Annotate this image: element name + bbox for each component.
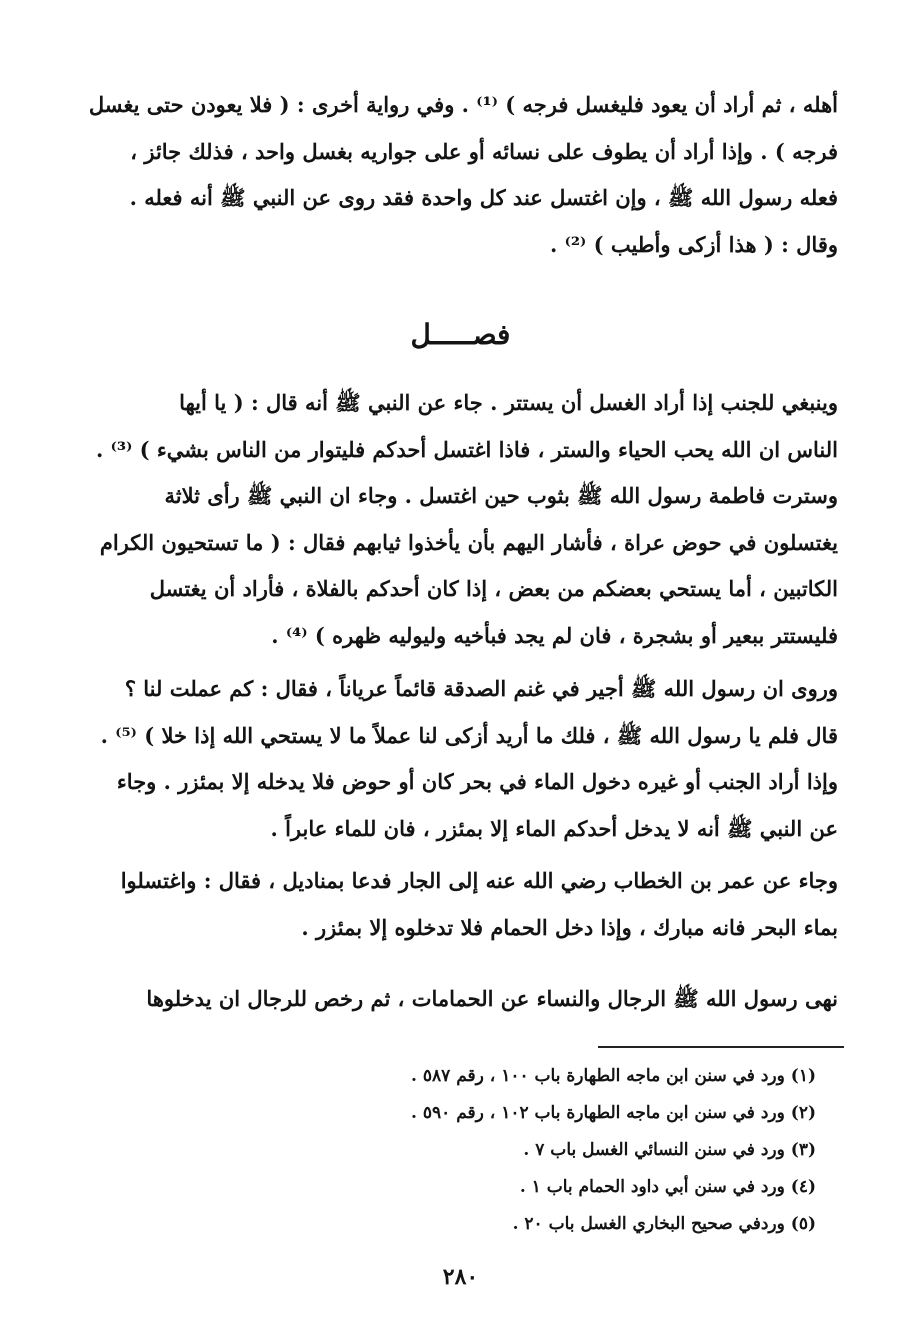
text-line: يغتسلون في حوض عراة ، فأشار اليهم بأن يأخذوا ثيابهم فقال : ( ما تستحيون الكرام xyxy=(99,529,838,555)
text-line: فليستتر ببعير أو بشجرة ، فان لم يجد فبأخيه وليوليه ظهره ) ⁽⁴⁾ . xyxy=(271,622,838,648)
text-line: نهى رسول الله ﷺ الرجال والنساء عن الحمامات ، ثم رخص للرجال ان يدخلوها xyxy=(146,986,838,1011)
text-line: قال فلم يا رسول الله ﷺ ، فلك ما أريد أزكى لنا عملاً ما لا يستحي الله إذا خلا ) ⁽⁵⁾ . xyxy=(100,722,838,748)
footnote-divider xyxy=(598,1046,844,1048)
text-line: الناس ان الله يحب الحياء والستر ، فاذا اغتسل أحدكم فليتوار من الناس بشيء ) ⁽³⁾ . xyxy=(96,436,838,462)
text-line: فعله رسول الله ﷺ ، وإن اغتسل عند كل واحدة فقد روى عن النبي ﷺ أنه فعله . xyxy=(129,185,838,210)
paragraph xyxy=(88,976,838,1023)
text-line: أهله ، ثم أراد أن يعود فليغسل فرجه ) ⁽¹⁾ . وفي رواية أخرى : ( فلا يعودن حتى يغسل xyxy=(88,92,838,117)
footnote-item: (٣) ورد في سنن النسائي الغسل باب ٧ . xyxy=(523,1140,816,1160)
text-line: وجاء عن عمر بن الخطاب رضي الله عنه إلى الجار فدعا بمناديل ، فقال : واغتسلوا xyxy=(120,868,838,893)
text-line: بماء البحر فانه مبارك ، وإذا دخل الحمام فلا تدخلوه إلا بمئزر . xyxy=(301,914,838,940)
paragraph-continuation xyxy=(88,82,838,268)
footnotes xyxy=(300,1058,816,1243)
text-line: وروى ان رسول الله ﷺ أجير في غنم الصدقة قائماً عرياناً ، فقال : كم عملت لنا ؟ xyxy=(124,676,838,701)
paragraph xyxy=(88,380,838,659)
text-line: وينبغي للجنب إذا أراد الغسل أن يستتر . جاء عن النبي ﷺ أنه قال : ( يا أيها xyxy=(179,390,838,415)
page-number: ٢٨٠ xyxy=(442,1264,479,1290)
paragraph xyxy=(88,666,838,852)
text-line: وإذا أراد الجنب أو غيره دخول الماء في بحر كان أو حوض فلا يدخله إلا بمئزر . وجاء xyxy=(116,769,838,794)
footnote-item: (٢) ورد في سنن ابن ماجه الطهارة باب ١٠٢ ، رقم ٥٩٠ . xyxy=(411,1103,816,1123)
section-heading: فصـــــل xyxy=(410,318,511,351)
footnote-item: (٤) ورد في سنن أبي داود الحمام باب ١ . xyxy=(519,1177,816,1197)
paragraph xyxy=(88,858,838,951)
footnote-item: (٥) وردفي صحيح البخاري الغسل باب ٢٠ . xyxy=(512,1214,816,1234)
text-line: الكاتبين ، أما يستحي بعضكم من بعض ، إذا كان أحدكم بالفلاة ، فأراد أن يغتسل xyxy=(149,576,838,601)
text-line: وقال : ( هذا أزكى وأطيب ) ⁽²⁾ . xyxy=(549,231,838,257)
text-line: عن النبي ﷺ أنه لا يدخل أحدكم الماء إلا بمئزر ، فان للماء عابراً . xyxy=(270,815,838,841)
text-line: وسترت فاطمة رسول الله ﷺ بثوب حين اغتسل . وجاء ان النبي ﷺ رأى ثلاثة xyxy=(164,483,838,508)
footnote-item: (١) ورد في سنن ابن ماجه الطهارة باب ١٠٠ ، رقم ٥٨٧ . xyxy=(411,1066,816,1086)
text-line: فرجه ) . وإذا أراد أن يطوف على نسائه أو على جواريه بغسل واحد ، فذلك جائز ، xyxy=(130,138,838,164)
